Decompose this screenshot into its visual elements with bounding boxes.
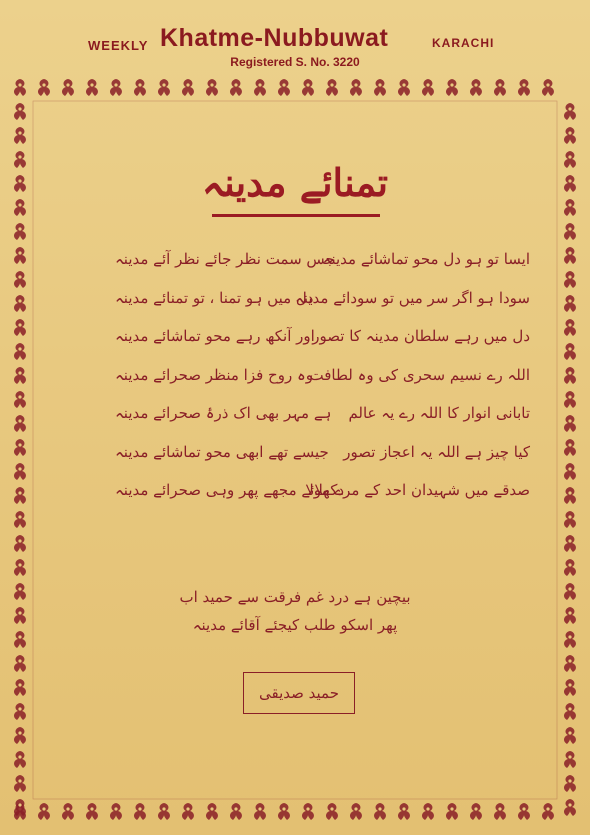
border-motif bbox=[38, 79, 50, 96]
border-motif bbox=[14, 463, 26, 480]
border-motif bbox=[14, 247, 26, 264]
border-motif bbox=[518, 803, 530, 820]
border-motif bbox=[230, 803, 242, 820]
border-motif bbox=[230, 79, 242, 96]
border-motif bbox=[86, 79, 98, 96]
couplet-first-line: ایسا تو ہو دل محو تماشائے مدینہ bbox=[322, 250, 530, 268]
border-motif bbox=[446, 79, 458, 96]
border-motif bbox=[564, 703, 576, 720]
border-motif bbox=[14, 487, 26, 504]
border-motif bbox=[564, 487, 576, 504]
couplet-row bbox=[95, 443, 530, 482]
border-motif bbox=[14, 655, 26, 672]
border-motif bbox=[564, 463, 576, 480]
border-motif bbox=[110, 803, 122, 820]
border-motif bbox=[564, 103, 576, 120]
poem-title: تمنائے مدینہ bbox=[201, 160, 389, 205]
border-motif bbox=[374, 79, 386, 96]
border-motif bbox=[14, 751, 26, 768]
border-motif bbox=[110, 79, 122, 96]
border-motif bbox=[446, 803, 458, 820]
border-motif bbox=[158, 803, 170, 820]
border-motif bbox=[564, 343, 576, 360]
border-motif bbox=[326, 803, 338, 820]
border-motif bbox=[564, 271, 576, 288]
border-motif bbox=[206, 803, 218, 820]
border-motif bbox=[182, 803, 194, 820]
border-motif bbox=[14, 319, 26, 336]
couplet-row bbox=[95, 366, 530, 405]
border-motif bbox=[564, 439, 576, 456]
border-motif bbox=[494, 803, 506, 820]
closing-line-1: بیچین ہے درد غم فرقت سے حمید اب bbox=[179, 588, 411, 606]
border-motif bbox=[564, 751, 576, 768]
border-motif bbox=[14, 79, 26, 96]
border-motif bbox=[14, 367, 26, 384]
border-motif bbox=[302, 803, 314, 820]
closing-line-2: پھر اسکو طلب کیجئے آقائے مدینہ bbox=[192, 616, 398, 634]
border-motif bbox=[14, 703, 26, 720]
couplet-first-line: اللہ رے نسیم سحری کی وہ لطافت bbox=[309, 365, 530, 384]
border-motif bbox=[564, 655, 576, 672]
couplet-second-line: وہ روح فزا منظر صحرائے مدینہ bbox=[115, 365, 314, 384]
border-motif bbox=[398, 803, 410, 820]
border-motif bbox=[14, 775, 26, 792]
border-motif bbox=[182, 79, 194, 96]
border-motif bbox=[564, 223, 576, 240]
border-motif bbox=[158, 79, 170, 96]
border-motif bbox=[14, 271, 26, 288]
masthead-weekly: WEEKLY bbox=[88, 38, 149, 53]
couplet-first-line: سودا ہو اگر سر میں تو سودائے مدینہ bbox=[295, 288, 530, 307]
couplet-row bbox=[95, 327, 530, 366]
couplet-second-line: اور آنکھ رہے محو تماشائے مدینہ bbox=[115, 327, 315, 345]
border-motif bbox=[564, 535, 576, 552]
border-motif bbox=[14, 727, 26, 744]
border-motif bbox=[564, 511, 576, 528]
author-name: حمید صدیقی bbox=[259, 684, 339, 702]
border-motif bbox=[38, 803, 50, 820]
couplet-first-line: تابانی انوار کا اللہ رے یہ عالم bbox=[348, 404, 530, 422]
border-motif bbox=[14, 223, 26, 240]
masthead-city: KARACHI bbox=[432, 36, 495, 50]
border-motif bbox=[564, 295, 576, 312]
border-motif bbox=[564, 775, 576, 792]
border-motif bbox=[422, 803, 434, 820]
border-motif bbox=[14, 679, 26, 696]
border-motif bbox=[62, 803, 74, 820]
masthead-title: Khatme-Nubbuwat bbox=[160, 24, 389, 52]
border-motif bbox=[350, 803, 362, 820]
border-motif bbox=[542, 803, 554, 820]
border-motif bbox=[278, 803, 290, 820]
couplet-second-line: دکھلائے مجھے پھر وہی صحرائے مدینہ bbox=[115, 481, 345, 499]
border-motif bbox=[14, 415, 26, 432]
border-motif bbox=[254, 803, 266, 820]
border-motif bbox=[302, 79, 314, 96]
border-motif bbox=[564, 319, 576, 336]
border-motif bbox=[470, 79, 482, 96]
border-motif bbox=[564, 799, 576, 816]
couplet-first-line: صدقے میں شہیدان احد کے مرے مولا bbox=[305, 481, 530, 499]
couplet-first-line: دل میں رہے سلطان مدینہ کا تصور bbox=[312, 327, 530, 345]
couplet-row bbox=[95, 481, 530, 520]
couplet-second-line: جس سمت نظر جائے نظر آئے مدینہ bbox=[115, 250, 335, 268]
border-motif bbox=[398, 79, 410, 96]
border-motif bbox=[206, 79, 218, 96]
border-motif bbox=[14, 391, 26, 408]
border-motif bbox=[542, 79, 554, 96]
border-motif bbox=[564, 127, 576, 144]
border-motif bbox=[564, 679, 576, 696]
border-motif bbox=[564, 559, 576, 576]
border-motif bbox=[278, 79, 290, 96]
border-motif bbox=[14, 511, 26, 528]
border-motif bbox=[62, 79, 74, 96]
border-motif bbox=[14, 295, 26, 312]
border-motif bbox=[134, 803, 146, 820]
border-motif bbox=[564, 247, 576, 264]
border-motif bbox=[494, 79, 506, 96]
couplet-row bbox=[95, 289, 530, 328]
masthead-registration: Registered S. No. 3220 bbox=[230, 55, 360, 69]
border-motif bbox=[470, 803, 482, 820]
couplet-row bbox=[95, 250, 530, 289]
border-motif bbox=[374, 803, 386, 820]
couplet-second-line: دل میں ہو تمنا ، تو تمنائے مدینہ bbox=[115, 288, 314, 307]
border-motif bbox=[86, 803, 98, 820]
border-motif bbox=[564, 415, 576, 432]
title-underline bbox=[212, 214, 380, 217]
border-motif bbox=[14, 439, 26, 456]
author-signature-box bbox=[243, 672, 355, 714]
couplet-second-line: جیسے تھے ابھی محو تماشائے مدینہ bbox=[115, 442, 329, 461]
border-motif bbox=[14, 535, 26, 552]
border-motif bbox=[564, 367, 576, 384]
poem-couplets bbox=[95, 250, 530, 520]
border-motif bbox=[518, 79, 530, 96]
couplet-first-line: کیا چیز ہے اللہ یہ اعجاز تصور bbox=[343, 442, 530, 461]
border-motif bbox=[564, 391, 576, 408]
couplet-row bbox=[95, 404, 530, 443]
border-motif bbox=[134, 79, 146, 96]
poem-closing bbox=[0, 583, 590, 639]
couplet-second-line: ہے مہر بھی اک ذرۂ صحرائے مدینہ bbox=[115, 404, 332, 422]
border-motif bbox=[14, 559, 26, 576]
border-motif bbox=[14, 103, 26, 120]
border-motif bbox=[564, 727, 576, 744]
border-motif bbox=[14, 343, 26, 360]
border-motif bbox=[422, 79, 434, 96]
border-motif bbox=[254, 79, 266, 96]
border-motif bbox=[350, 79, 362, 96]
border-motif bbox=[326, 79, 338, 96]
border-motif bbox=[14, 127, 26, 144]
